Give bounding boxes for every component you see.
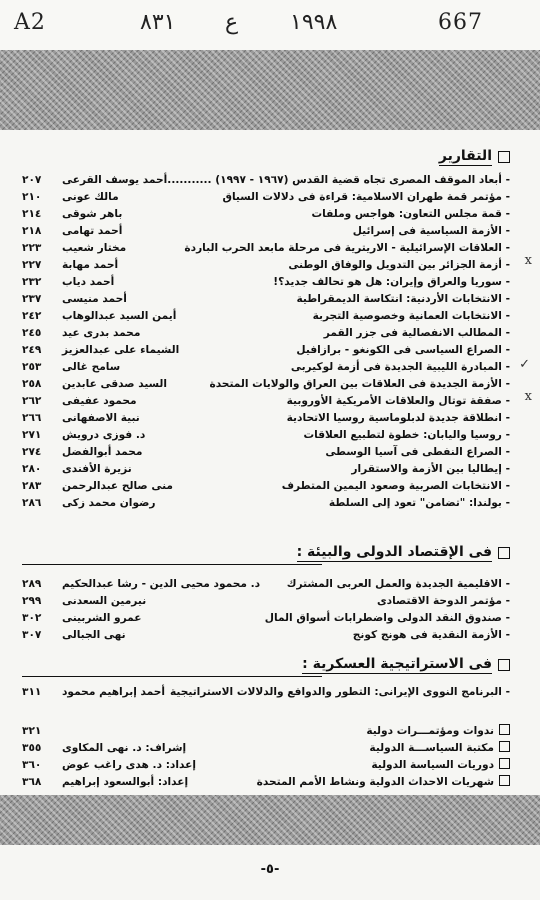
toc-page: ٢٨٩ xyxy=(22,578,42,590)
toc-page: ٢٣٧ xyxy=(22,293,42,305)
toc-row xyxy=(0,427,540,443)
toc-title: - سوريا والعراق وإيران: هل هو تحالف جديد؟! xyxy=(273,276,510,288)
section-rule xyxy=(22,564,322,565)
toc-row xyxy=(0,342,540,358)
toc-page: ٢٣٢ xyxy=(22,276,42,288)
toc-title: - انطلاقة جديدة لدبلوماسية روسيا الاتحادية xyxy=(286,412,510,424)
toc-author: عمرو الشربينى xyxy=(62,612,142,624)
toc-row xyxy=(0,359,540,375)
bottom-pattern-band xyxy=(0,795,540,845)
toc-page: ٢٤٢ xyxy=(22,310,42,322)
toc-author: منى صالح عبدالرحمن xyxy=(62,480,173,492)
toc-author: محمود عفيفى xyxy=(62,395,137,407)
toc-title: - الصراع النفطى فى آسيا الوسطى xyxy=(325,446,510,458)
handwritten-note-c: ع xyxy=(225,10,239,35)
toc-page: ٣٢١ xyxy=(22,725,42,737)
toc-page: ٣١١ xyxy=(22,686,42,698)
section-heading-military xyxy=(302,656,510,674)
toc-row xyxy=(0,723,540,739)
toc-author: أحمد مهابة xyxy=(62,259,119,271)
margin-mark: ✓ xyxy=(519,357,530,372)
toc-page: ٣٠٧ xyxy=(22,629,42,641)
toc-author: نبية الاصفهانى xyxy=(62,412,140,424)
toc-row xyxy=(0,376,540,392)
toc-title: - صفقة توتال والعلاقات الأمريكية الأوروبية xyxy=(286,395,510,407)
toc-title: - العلاقات الإسرائيلية - الاريترية فى مرحلة مابعد الحرب الباردة xyxy=(184,242,510,254)
handwritten-note-e: 667 xyxy=(438,10,483,35)
toc-title: - الانتخابات العمانية وخصوصية التجربة xyxy=(312,310,510,322)
section-rule xyxy=(22,676,322,677)
toc-title: - قمة مجلس التعاون: هواجس وملفات xyxy=(311,208,510,220)
toc-row xyxy=(0,610,540,626)
toc-row xyxy=(0,757,540,773)
section-title: فى الاستراتيجية العسكرية : xyxy=(302,656,492,672)
toc-page: ٢٧١ xyxy=(22,429,42,441)
handwritten-note-b: ٨٣١ xyxy=(140,10,176,35)
toc-author: الشيماء على عبدالعزيز xyxy=(62,344,180,356)
toc-title: - الأزمة الجديدة فى العلاقات بين العراق والولايات المتحدة xyxy=(209,378,510,390)
toc-row xyxy=(0,240,540,256)
handwritten-header xyxy=(0,0,540,50)
toc-row xyxy=(0,325,540,341)
toc-row xyxy=(0,684,540,700)
toc-page: ٢٦٦ xyxy=(22,412,42,424)
toc-page: ٣٦٨ xyxy=(22,776,42,788)
toc-title: - أبعاد الموقف المصرى تجاه قضية القدس (١٩٦٧ - ١٩٩٧) ........... xyxy=(167,174,510,186)
toc-title: دوريات السياسة الدولية xyxy=(371,757,510,773)
toc-title: - البرنامج النووى الإيرانى: التطور والدوافع والدلالات الاستراتيجية xyxy=(169,686,510,698)
section-title: التقارير xyxy=(438,148,492,164)
toc-title: - صندوق النقد الدولى واضطرابات أسواق المال xyxy=(264,612,510,624)
toc-author: رضوان محمد زكى xyxy=(62,497,156,509)
handwritten-note-d: ١٩٩٨ xyxy=(290,10,338,35)
toc-row xyxy=(0,444,540,460)
toc-author: إعداد: د. هدى راغب عوض xyxy=(62,759,196,771)
margin-mark: x xyxy=(524,253,532,268)
toc-author: السيد صدقى عابدين xyxy=(62,378,168,390)
toc-author: نهى الجبالى xyxy=(62,629,126,641)
toc-author: أحمد إبراهيم محمود xyxy=(62,686,166,698)
toc-author: مختار شعيب xyxy=(62,242,127,254)
toc-row xyxy=(0,410,540,426)
toc-title: - الصراع السياسى فى الكونغو - برازافيل xyxy=(296,344,510,356)
toc-title: - الأزمة السياسية فى إسرائيل xyxy=(352,225,510,237)
toc-row xyxy=(0,478,540,494)
toc-row xyxy=(0,576,540,592)
toc-page: ٣٥٥ xyxy=(22,742,42,754)
toc-title: - أزمة الجزائر بين التدويل والوفاق الوطنى xyxy=(288,259,510,271)
toc-author: أحمد دياب xyxy=(62,276,115,288)
toc-page: ٢٦٢ xyxy=(22,395,42,407)
toc-title: - الاقليمية الجديدة والعمل العربى المشترك xyxy=(286,578,510,590)
toc-page: ٢٢٧ xyxy=(22,259,42,271)
toc-row xyxy=(0,189,540,205)
toc-author: د. فوزى درويش xyxy=(62,429,146,441)
toc-row xyxy=(0,291,540,307)
toc-content xyxy=(0,130,540,795)
toc-page: ٢٤٩ xyxy=(22,344,42,356)
toc-page: ٢١٨ xyxy=(22,225,42,237)
toc-title: - المطالب الانفصالية فى جزر القمر xyxy=(323,327,510,339)
top-pattern-band xyxy=(0,50,540,130)
toc-page: ٢٠٧ xyxy=(22,174,42,186)
toc-author: مالك عونى xyxy=(62,191,119,203)
toc-author: أحمد منيسى xyxy=(62,293,127,305)
toc-author: سامح غالى xyxy=(62,361,121,373)
toc-author: أيمن السيد عبدالوهاب xyxy=(62,310,177,322)
toc-page: ٢٨٣ xyxy=(22,480,42,492)
toc-author: محمد أبوالفضل xyxy=(62,446,143,458)
section-title: فى الإقتصاد الدولى والبيئة : xyxy=(296,544,492,560)
checkbox-icon xyxy=(498,151,510,163)
toc-row xyxy=(0,393,540,409)
toc-page: ٢٥٨ xyxy=(22,378,42,390)
toc-row xyxy=(0,223,540,239)
handwritten-note-a: A2 xyxy=(14,10,46,35)
toc-row xyxy=(0,627,540,643)
toc-page: ٣٠٢ xyxy=(22,612,42,624)
toc-title: ندوات ومؤتمـــرات دولية xyxy=(366,723,510,739)
toc-title: - الانتخابات الصربية وصعود اليمين المتطرف xyxy=(281,480,510,492)
toc-title: - المبادرة الليبية الجديدة فى أزمة لوكيربى xyxy=(290,361,510,373)
toc-row xyxy=(0,274,540,290)
toc-row xyxy=(0,774,540,790)
toc-page: ٢٤٥ xyxy=(22,327,42,339)
toc-author: إشراف: د. نهى المكاوى xyxy=(62,742,187,754)
toc-author: إعداد: أبوالسعود إبراهيم xyxy=(62,776,189,788)
checkbox-icon xyxy=(498,547,510,559)
toc-author: نزيرة الأفندى xyxy=(62,463,132,475)
toc-title: - بولندا: "تضامن" تعود إلى السلطة xyxy=(328,497,510,509)
checkbox-icon xyxy=(498,659,510,671)
section-heading-economy xyxy=(297,544,510,562)
toc-row xyxy=(0,172,540,188)
toc-row xyxy=(0,593,540,609)
toc-author: أحمد تهامى xyxy=(62,225,123,237)
page-number: -٥- xyxy=(260,862,280,877)
toc-page: ٣٦٠ xyxy=(22,759,42,771)
toc-row xyxy=(0,461,540,477)
toc-title: شهريات الاحداث الدولية ونشاط الأمم المتحدة xyxy=(257,774,510,790)
margin-mark: x xyxy=(524,389,532,404)
toc-author: د. محمود محيى الدين - رشا عبدالحكيم xyxy=(62,578,261,590)
toc-page: ٢٢٣ xyxy=(22,242,42,254)
toc-title: مكتبة السياســـة الدولية xyxy=(369,740,510,756)
toc-author: محمد بدرى عيد xyxy=(62,327,141,339)
toc-page: ٢١٠ xyxy=(22,191,42,203)
section-heading-reports xyxy=(439,148,510,166)
toc-row xyxy=(0,740,540,756)
toc-title: - مؤتمر قمة طهران الاسلامية: قراءة فى دلالات السياق xyxy=(222,191,510,203)
toc-author: نيرمين السعدنى xyxy=(62,595,147,607)
toc-title: - روسيا واليابان: خطوة لتطبيع العلاقات xyxy=(303,429,510,441)
toc-page: ٢١٤ xyxy=(22,208,42,220)
toc-title: - إيطاليا بين الأزمة والاستقرار xyxy=(351,463,510,475)
toc-page: ٢٩٩ xyxy=(22,595,42,607)
toc-row xyxy=(0,257,540,273)
toc-title: - الانتخابات الأردنية: انتكاسة الديمقراطية xyxy=(296,293,510,305)
toc-page: ٢٧٤ xyxy=(22,446,42,458)
toc-page: ٢٨٠ xyxy=(22,463,42,475)
toc-row xyxy=(0,206,540,222)
toc-row xyxy=(0,495,540,511)
toc-page: ٢٨٦ xyxy=(22,497,42,509)
toc-author: أحمد يوسف القرعى xyxy=(62,174,168,186)
toc-author: باهر شوقى xyxy=(62,208,123,220)
toc-title: - الأزمة النقدية فى هونج كونج xyxy=(352,629,510,641)
toc-page: ٢٥٣ xyxy=(22,361,42,373)
toc-title: - مؤتمر الدوحة الاقتصادى xyxy=(376,595,510,607)
toc-row xyxy=(0,308,540,324)
